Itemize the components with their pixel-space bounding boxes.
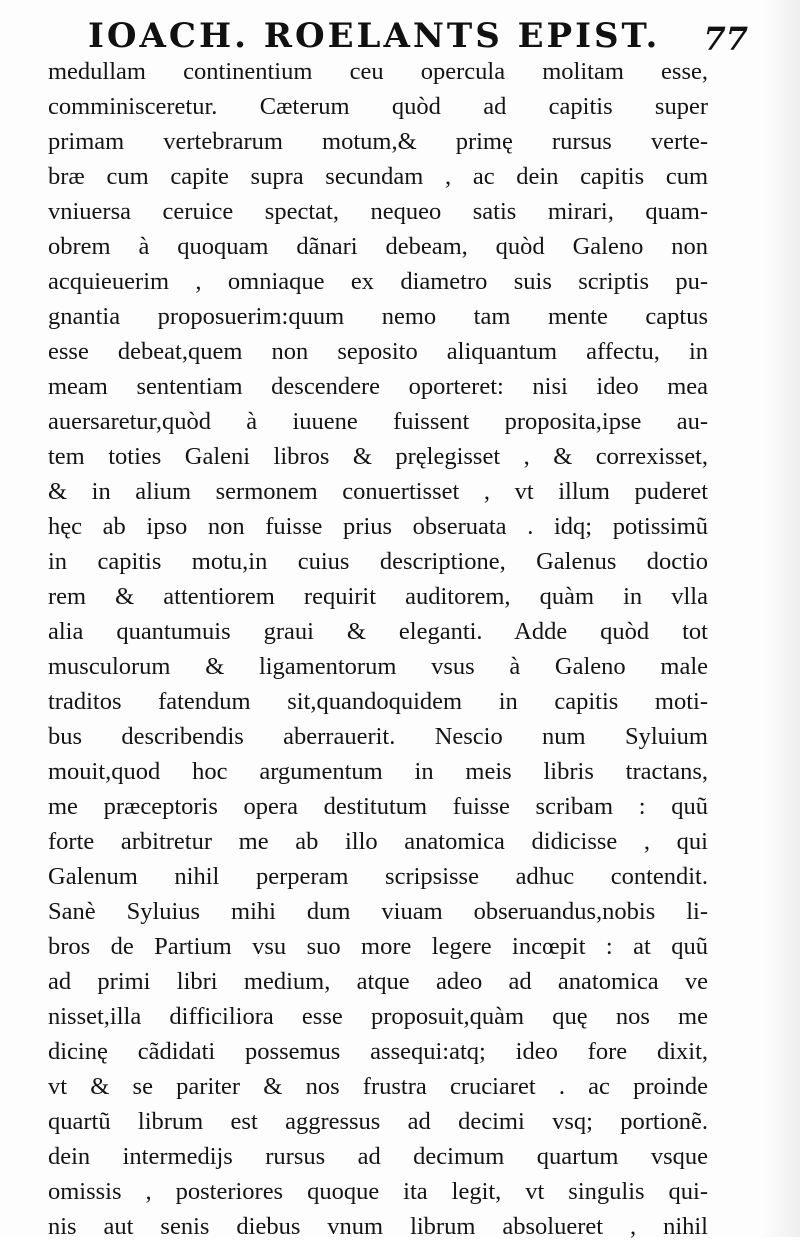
text-line: gnantia proposuerim:quum nemo tam mente captus xyxy=(48,303,708,330)
scan-shadow xyxy=(762,0,800,1237)
text-line: vt & se pariter & nos frustra cruciaret . ac proinde xyxy=(48,1073,708,1100)
text-line: bros de Partium vsu suo more legere incœpit : at quũ xyxy=(48,933,708,960)
text-line: Sanè Syluius mihi dum viuam obseruandus,nobis li- xyxy=(48,898,708,925)
text-line: rem & attentiorem requirit auditorem, quàm in vlla xyxy=(48,583,708,610)
body-text xyxy=(48,54,708,1244)
text-line: dicinę cãdidati possemus assequi:atq; ideo fore dixit, xyxy=(48,1038,708,1065)
text-line: bus describendis aberrauerit. Nescio num Syluium xyxy=(48,723,708,750)
text-line: meam sententiam descendere oporteret: nisi ideo mea xyxy=(48,373,708,400)
text-line: auersaretur,quòd à iuuene fuissent proposita,ipse au- xyxy=(48,408,708,435)
text-line: vniuersa ceruice spectat, nequeo satis mirari, quam- xyxy=(48,198,708,225)
text-line: & in alium sermonem conuertisset , vt illum puderet xyxy=(48,478,708,505)
running-head: IOACH. ROELANTS EPIST. xyxy=(88,16,661,56)
text-line: forte arbitretur me ab illo anatomica didicisse , qui xyxy=(48,828,708,855)
page-header xyxy=(88,12,748,56)
text-line: nisset,illa difficiliora esse proposuit,quàm quę nos me xyxy=(48,1003,708,1030)
text-line: mouit,quod hoc argumentum in meis libris tractans, xyxy=(48,758,708,785)
text-line: esse debeat,quem non seposito aliquantum affectu, in xyxy=(48,338,708,365)
text-line: medullam continentium ceu opercula molitam esse, xyxy=(48,58,708,85)
text-line: alia quantumuis graui & eleganti. Adde quòd tot xyxy=(48,618,708,645)
text-line: obrem à quoquam dãnari debeam, quòd Galeno non xyxy=(48,233,708,260)
text-line: me præceptoris opera destitutum fuisse scribam : quũ xyxy=(48,793,708,820)
text-line: musculorum & ligamentorum vsus à Galeno male xyxy=(48,653,708,680)
text-line: primam vertebrarum motum,& primę rursus verte- xyxy=(48,128,708,155)
text-line: comminisceretur. Cæterum quòd ad capitis super xyxy=(48,93,708,120)
text-line: in capitis motu,in cuius descriptione, Galenus doctio xyxy=(48,548,708,575)
text-line: nis aut senis diebus vnum librum absolueret , nihil xyxy=(48,1213,708,1240)
text-line: traditos fatendum sit,quandoquidem in capitis moti- xyxy=(48,688,708,715)
text-line: bræ cum capite supra secundam , ac dein capitis cum xyxy=(48,163,708,190)
text-line: quartũ librum est aggressus ad decimi vsq; portionẽ. xyxy=(48,1108,708,1135)
text-line: Galenum nihil perperam scripsisse adhuc contendit. xyxy=(48,863,708,890)
text-line: ad primi libri medium, atque adeo ad anatomica ve xyxy=(48,968,708,995)
text-line: tem toties Galeni libros & pręlegisset , & correxisset, xyxy=(48,443,708,470)
text-line: hęc ab ipso non fuisse prius obseruata . idq; potissimũ xyxy=(48,513,708,540)
page-number: 77 xyxy=(703,20,748,58)
text-line: omissis , posteriores quoque ita legit, vt singulis qui- xyxy=(48,1178,708,1205)
text-line: acquieuerim , omniaque ex diametro suis scriptis pu- xyxy=(48,268,708,295)
text-line: dein intermedijs rursus ad decimum quartum vsque xyxy=(48,1143,708,1170)
